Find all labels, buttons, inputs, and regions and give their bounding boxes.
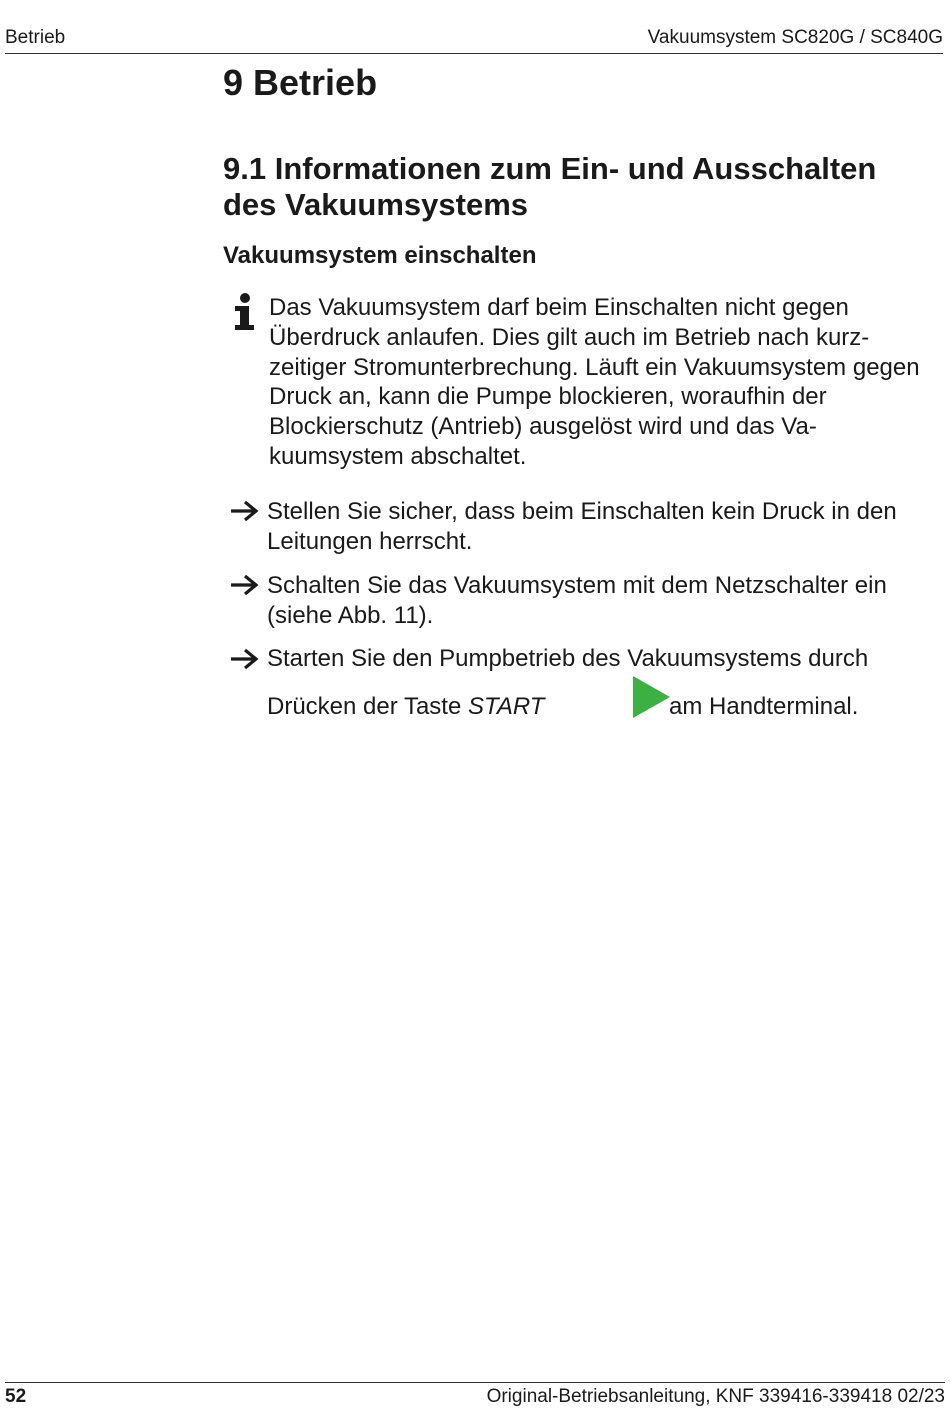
arrow-right-icon xyxy=(229,573,261,597)
arrow-right-icon xyxy=(229,647,261,671)
step-text-prefix: Drücken der Taste xyxy=(267,693,468,720)
subheading: Vakuumsystem einschalten xyxy=(223,242,537,269)
arrow-right-icon xyxy=(229,499,261,523)
start-key-name: START xyxy=(468,693,545,720)
page-footer xyxy=(5,1382,945,1407)
info-icon xyxy=(230,292,260,332)
step-text-line1: Starten Sie den Pumpbetrieb des Vakuumsystems durch xyxy=(267,645,869,672)
page-number: 52 xyxy=(5,1386,27,1407)
step-text-suffix: am Handterminal. xyxy=(669,693,859,720)
play-icon xyxy=(632,676,670,718)
header-product-name: Vakuumsystem SC820G / SC840G xyxy=(647,27,943,48)
step-text: Schalten Sie das Vakuumsystem mit dem Netzschalter ein (siehe Abb. 11). xyxy=(267,572,887,629)
section-title: 9.1 Informationen zum Ein- und Ausschalten des Vakuumsystems xyxy=(223,151,877,222)
chapter-title: 9 Betrieb xyxy=(223,62,378,103)
header-section-label: Betrieb xyxy=(5,27,66,48)
step-text: Stellen Sie sicher, dass beim Einschalten kein Druck in den Leitungen herrscht. xyxy=(267,498,897,555)
step-text-line2 xyxy=(267,693,544,721)
document-reference: Original-Betriebsanleitung, KNF 339416-339418 02/23 xyxy=(486,1386,945,1407)
info-note-text: Das Vakuumsystem darf beim Einschalten nicht gegen Überdruck anlaufen. Dies gilt auch im Betrieb nach kurzzeitiger Stromunterbrechung. Läuft ein Vakuumsystem gegen Druck an, kann die Pumpe blockieren, woraufhin der Blockierschutz (Antrieb) ausgelöst wird und das Vakuumsystem abschaltet. xyxy=(269,294,920,470)
page-header xyxy=(5,27,943,54)
